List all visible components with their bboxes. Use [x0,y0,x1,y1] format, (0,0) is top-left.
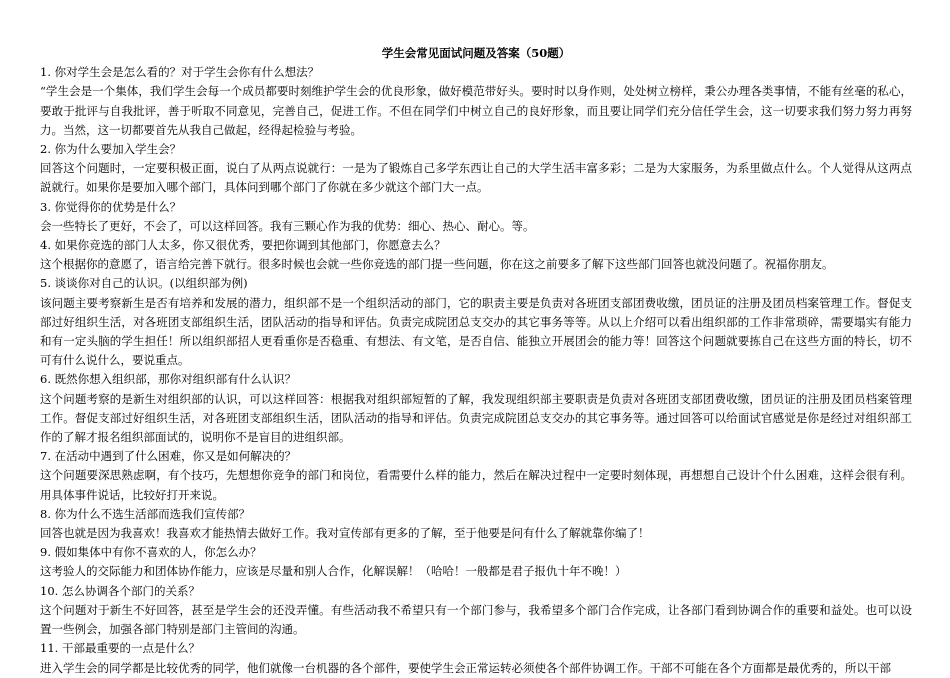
answer-9: 这考验人的交际能力和团体协作能力，应该是尽量和别人合作，化解误解！（哈哈！一般都是君子报仇十年不晚！） [40,564,627,579]
question-1: 1. 你对学生会是怎么看的？对于学生会你有什么想法？ [40,65,320,80]
question-10: 10. 怎么协调各个部门的关系？ [40,583,200,598]
question-9: 9. 假如集体中有你不喜欢的人，你怎么办？ [40,545,262,560]
answer-2: 回答这个问题时，一定要积极正面，说白了从两点说就行：一是为了锻炼自己多学东西让自己的大学生活丰富多彩；二是为大家服务，为系里做点什么。个人觉得从这两点説就行。如果你是要加入哪个部门，具体问到哪个部门了你就在多少就这个部门大一点。 [40,161,912,195]
document-title: 学生会常见面试问题及答案（50题） [381,46,571,60]
question-7: 7. 在活动中遇到了什么困难，你又是如何解决的？ [40,449,297,464]
question-5: 5. 谈谈你对自己的认识。(以组织部为例) [40,276,248,291]
question-11: 11. 干部最重要的一点是什么？ [40,641,200,656]
answer-10: 这个问题对于新生不好回答，甚至是学生会的还没弄懂。有些活动我不希望只有一个部门参与，我希望多个部门合作完成，让各部门看到协调合作的重要和益处。也可以设置一些例会，加强各部门特别是部门主管间的沟通。 [40,602,912,637]
answer-1: “学生会是一个集体，我们学生会每一个成员都要时刻维护学生会的优良形象，做好模范带好头。要时时以身作则，处处树立榜样，秉公办理各类事情，不能有丝毫的私心，要敢于批评与自我批评，善于听取不同意见，完善自己，促进工作。不但在同学们中树立自己的良好形象，而且要让同学们充分信任学生会，这一切要求我们努力努力再努力。当然，这一切都要首先从我自己做起，经得起检验与考验。 [40,84,912,137]
answer-4: 这个根据你的意愿了，语言给完善下就行。很多时候也会就一些你竞选的部门提一些问题，你在这之前要多了解下这些部门回答也就没问题了。祝福你朋友。 [40,257,834,272]
answer-11: 进入学生会的同学都是比较优秀的同学，他们就像一台机器的各个部件，要使学生会正常运转必须使各个部件协调工作。干部不可能在各个方面都是最优秀的，所以干部 [40,660,891,675]
answer-6: 这个问题考察的是新生对组织部的认识，可以这样回答：根据我对组织部短暂的了解，我发现组织部主要职责是负责对各班团支部团费收缴，团员证的注册及团员档案管理工作。督促支部过好组织生活，对各班团支部组织生活，团队活动的指导和评估。负责完成院团总支交办的其它事务等。通过回答可以给面试官感觉是你是经过对组织部工作的了解才报名组织部面试的，说明你不是盲目的进组织部。 [40,391,912,445]
answer-8: 回答也就是因为我喜欢！我喜欢才能热情去做好工作。我对宣传部有更多的了解，至于他要是问有什么了解就靠你编了！ [40,526,650,541]
question-3: 3. 你觉得你的优势是什么？ [40,199,182,214]
document-page [40,44,912,678]
question-4: 4. 如果你竞选的部门人太多，你又很优秀，要把你调到其他部门，你愿意去么？ [40,238,446,253]
question-6: 6. 既然你想入组织部，那你对组织部有什么认识？ [40,372,297,387]
answer-7: 这个问题要深思熟虑啊，有个技巧，先想想你竞争的部门和岗位，看需要什么样的能力，然后在解决过程中一定要时刻体现，再想想自己设计个什么困难，这样会很有利。用具体事件说话，比较好打开来说。 [40,468,912,502]
question-2: 2. 你为什么要加入学生会？ [40,142,182,157]
answer-3: 会一些特长了更好，不会了，可以这样回答。我有三颗心作为我的优势：细心、热心、耐心。等。 [40,218,535,233]
question-8: 8. 你为什么不选生活部而选我们宣传部？ [40,506,251,521]
answer-5: 该问题主要考察新生是否有培养和发展的潜力，组织部不是一个组织活动的部门，它的职责主要是负责对各班团支部团费收缴，团员证的注册及团员档案管理工作。督促支部过好组织生活，对各班团支部组织生活，团队活动的指导和评估。负责完成院团总支交办的其它事务等等。从以上介绍可以看出组织部的工作非常琐碎，需要塌实有能力和有一定头脑的学生担任！所以组织部招人更看重你是否稳重、有想法、有文笔，是否自信、能独立开展团会的能力等！回答这个问题就要拣自己在这些方面的特长，切不可有什么说什么，要说重点。 [40,295,912,368]
